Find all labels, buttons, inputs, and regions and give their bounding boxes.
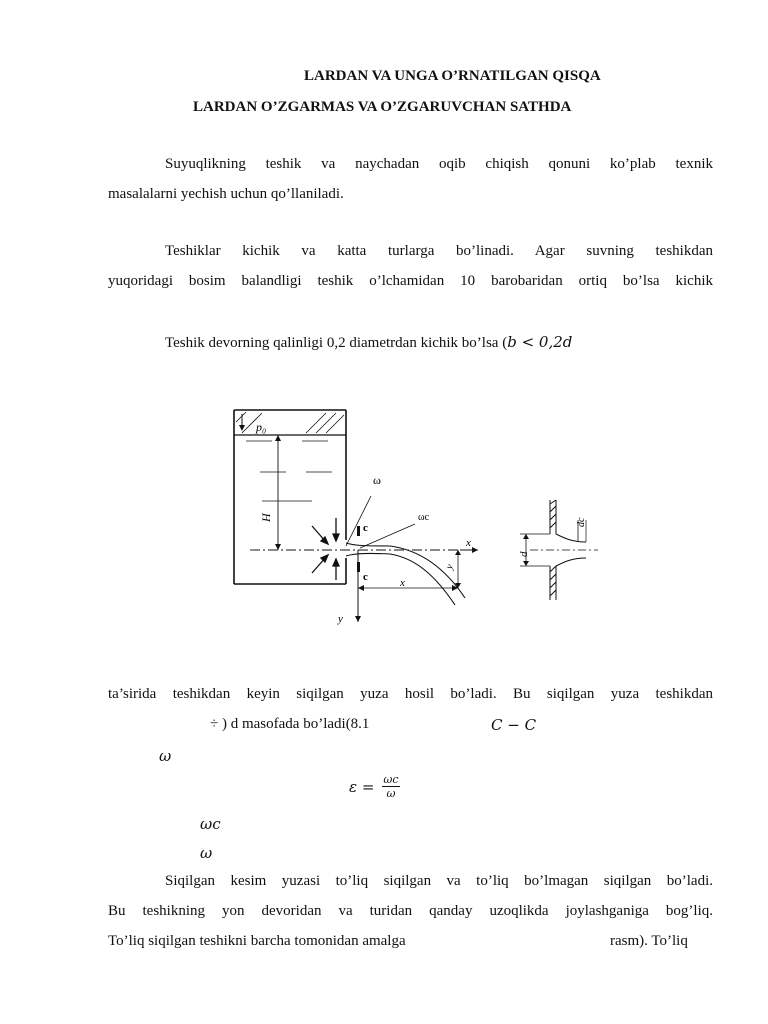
para5-line1: Siqilgan kesim yuzasi to’liq siqilgan va to’liq bo’lmagan siqilgan bo’ladi. [165,873,713,889]
para3-text: Teshik devorning qalinligi 0,2 diametrdan kichik bo’lsa ( [165,335,508,351]
para5-line2: Bu teshikning yon devoridan va turidan qanday uzoqlikda joylashganiga bog’liq. [108,903,713,919]
h-label: H [259,513,273,522]
c-label-top: c [363,522,368,534]
para5-line3b: rasm). To’liq [610,933,688,949]
formula-fraction [382,773,399,800]
formula-lhs: ε = [349,777,375,796]
para1-line2: masalalarni yechish uchun qo’llaniladi. [108,186,344,202]
c-label-bottom: c [363,571,368,583]
para4-line2a: ÷ ) d masofada bo’ladi(8.1 [210,716,370,732]
omega-label: ω [373,473,381,487]
formula-numerator: ωc [383,773,399,786]
water-surface [234,412,346,501]
para3 [165,333,572,352]
symbol-omega-c: ωc [200,815,221,833]
orifice-flow-figure [220,400,620,632]
x-axis-label: x [466,537,471,549]
p0-label: p₀ [256,420,267,434]
y-dim-label: y [443,562,456,571]
para2-line2: yuqoridagi bosim balandligi teshik o’lchamidan 10 barobaridan ortiq bo’lsa kichik [108,273,713,289]
d-label: d [518,551,530,557]
symbol-omega: ω [200,844,213,862]
tank [234,410,346,584]
inflow-arrows [312,518,339,580]
contraction-formula [349,773,400,800]
heading-line-2: LARDAN O’ZGARMAS VA O’ZGARUVCHAN SATHDA [193,99,572,115]
orifice-detail [520,500,598,600]
para4-line1: ta’sirida teshikdan keyin siqilgan yuza hosil bo’ladi. Bu siqilgan yuza teshikdan [108,686,713,702]
para4-line3: ω [159,747,172,765]
x-dim-label: x [400,577,405,589]
para1-line1: Suyuqlikning teshik va naychadan oqib chiqish qonuni ko’plab texnik [165,156,713,172]
para2-line1: Teshiklar kichik va katta turlarga bo’linadi. Agar suvning teshikdan [165,243,713,259]
heading-line-1: LARDAN VA UNGA O’RNATILGAN QISQA [304,68,601,84]
formula-denominator: ω [386,787,396,800]
para3-math: b < 0,2d [507,333,573,351]
y-axis-label: y [338,613,343,625]
dc-label: dc [576,517,587,527]
para4-line2b: C − C [491,716,537,734]
omega-c-label: ωc [418,512,430,523]
para5-line3a: To’liq siqilgan teshikni barcha tomonidan amalga [108,933,406,949]
